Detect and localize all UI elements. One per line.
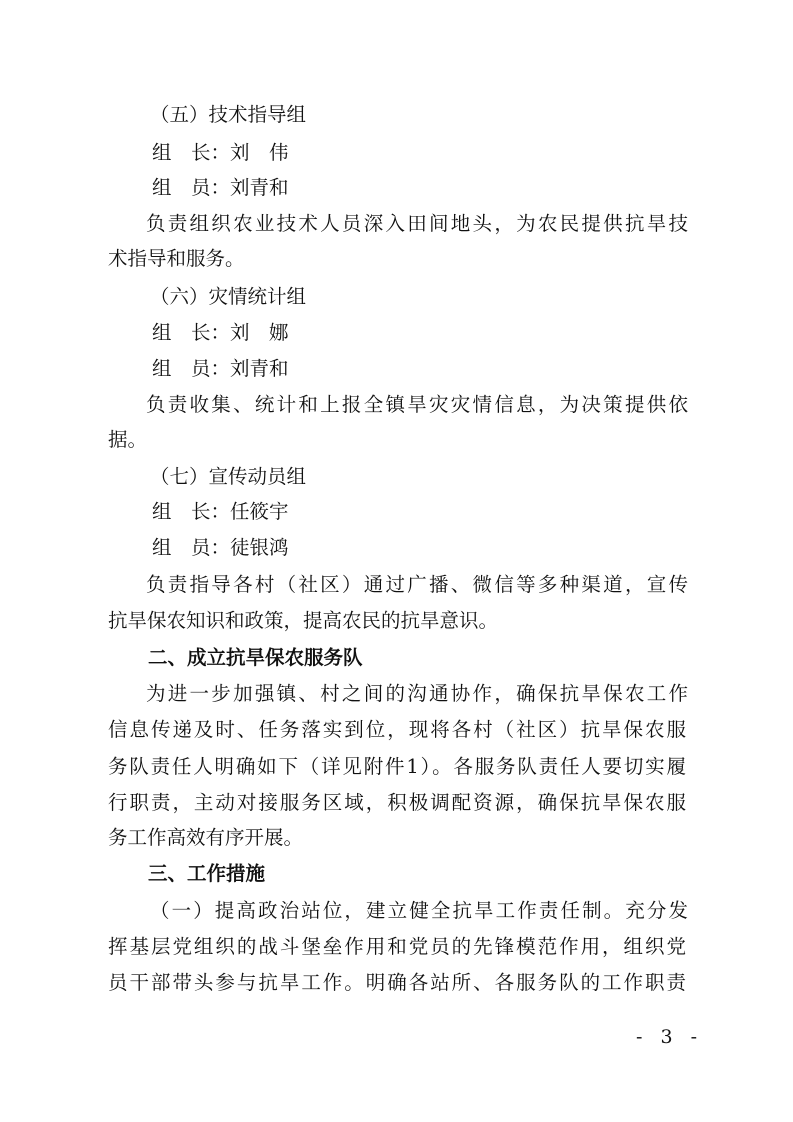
paragraph-line (0, 567, 793, 603)
text-line: 组 员：刘青和 (152, 357, 289, 380)
group-member-line (0, 530, 793, 566)
text-line: 抗旱保农知识和政策，提高农民的抗旱意识。 (108, 609, 499, 632)
text-line: 务队责任人明确如下（详见附件1）。各服务队责任人要切实履 (108, 755, 686, 778)
text-line: 行职责，主动对接服务区域，积极调配资源，确保抗旱保农服 (108, 791, 686, 814)
paragraph-line (0, 241, 793, 277)
text-line: 负责指导各村（社区）通过广播、微信等多种渠道，宣传 (146, 573, 688, 596)
text-line: （七）宣传动员组 (150, 465, 307, 488)
text-line: 据。 (108, 428, 148, 451)
page-number: - 3 - (636, 1026, 704, 1048)
group-member-line (0, 351, 793, 387)
text-line: 为进一步加强镇、村之间的沟通协作，确保抗旱保农工作 (146, 682, 688, 705)
section-heading-technical-guidance (0, 97, 793, 133)
text-line: 负责收集、统计和上报全镇旱灾灾情信息，为决策提供依 (146, 393, 688, 416)
paragraph-line (0, 206, 793, 242)
text-line: 三、工作措施 (148, 862, 266, 885)
text-line: 负责组织农业技术人员深入田间地头，为农民提供抗旱技 (146, 212, 688, 235)
paragraph-line (0, 422, 793, 458)
text-line: 务工作高效有序开展。 (108, 826, 304, 849)
heading-establish-service-team (0, 640, 793, 676)
paragraph-line (0, 603, 793, 639)
text-line: 术指导和服务。 (108, 247, 245, 270)
text-line: （六）灾情统计组 (150, 285, 307, 308)
text-line: 组 长：刘 伟 (152, 141, 289, 164)
text-line: 员干部带头参与抗旱工作。明确各站所、各服务队的工作职责 (108, 971, 686, 994)
heading-work-measures (0, 856, 793, 892)
paragraph-line (0, 820, 793, 856)
group-leader-line (0, 135, 793, 171)
paragraph-line (0, 387, 793, 423)
paragraph-line (0, 893, 793, 929)
paragraph-line (0, 785, 793, 821)
paragraph-line (0, 965, 793, 1001)
group-member-line (0, 170, 793, 206)
paragraph-line (0, 929, 793, 965)
text-line: 挥基层党组织的战斗堡垒作用和党员的先锋模范作用，组织党 (108, 935, 686, 958)
group-leader-line (0, 494, 793, 530)
text-line: 组 长：任筱宇 (152, 500, 289, 523)
paragraph-line (0, 712, 793, 748)
section-heading-disaster-statistics (0, 279, 793, 315)
text-line: 信息传递及时、任务落实到位，现将各村（社区）抗旱保农服 (108, 718, 686, 741)
text-line: （五）技术指导组 (150, 103, 307, 126)
text-line: 二、成立抗旱保农服务队 (148, 646, 363, 669)
text-line: 组 长：刘 娜 (152, 321, 289, 344)
paragraph-line (0, 749, 793, 785)
text-line: （一）提高政治站位，建立健全抗旱工作责任制。充分发 (150, 899, 688, 922)
paragraph-line (0, 676, 793, 712)
text-line: 组 员：徒银鸿 (152, 536, 289, 559)
text-line: 组 员：刘青和 (152, 176, 289, 199)
group-leader-line (0, 315, 793, 351)
section-heading-publicity-mobilization (0, 459, 793, 495)
